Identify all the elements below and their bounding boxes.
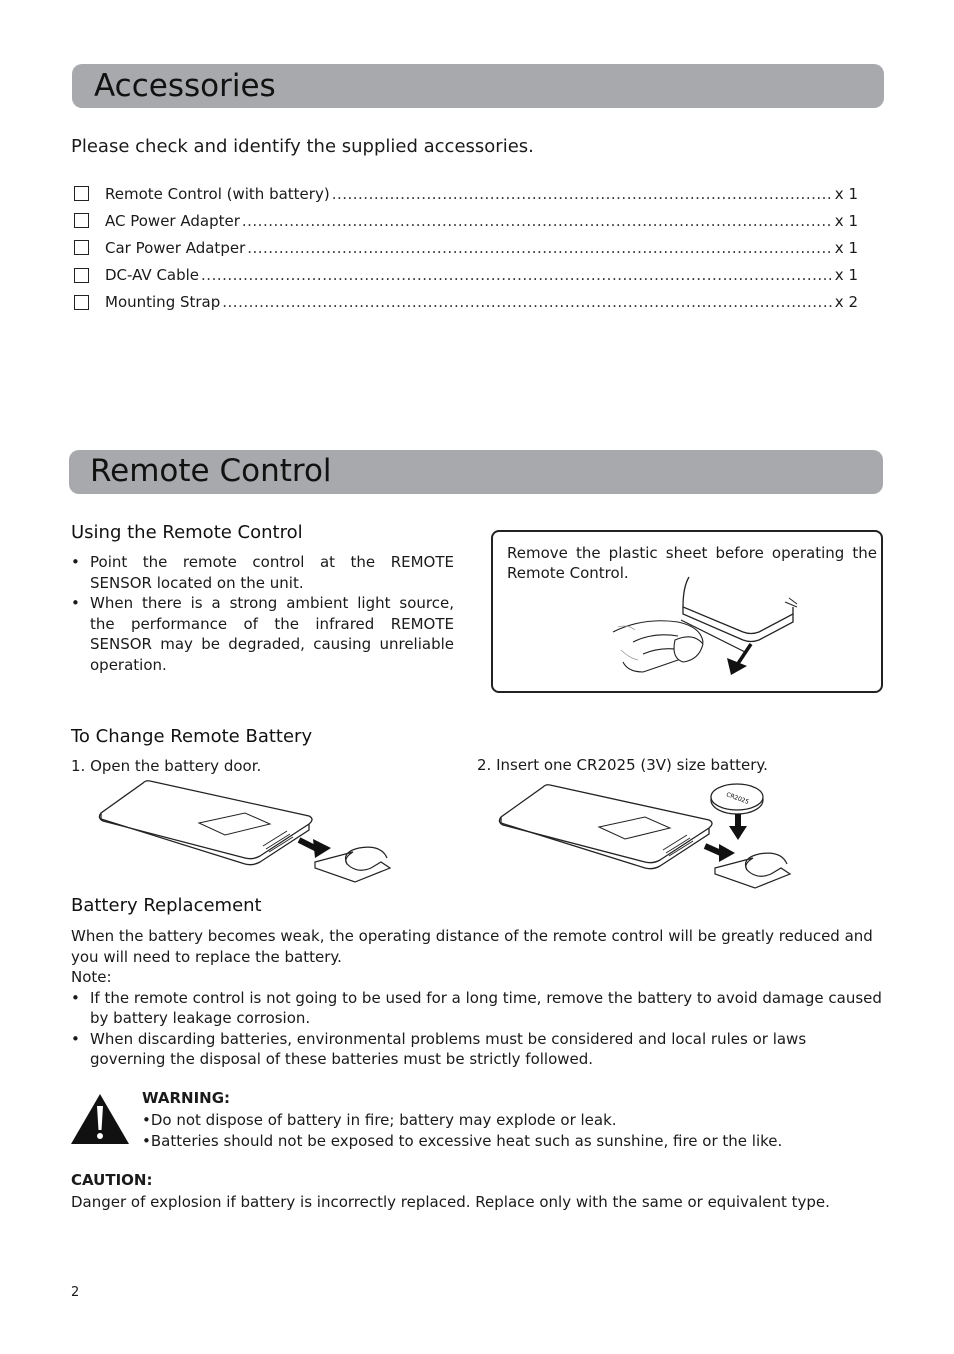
list-item [74, 207, 858, 234]
dot-leader [242, 212, 833, 230]
dot-leader [247, 239, 833, 257]
list-item [74, 289, 858, 316]
warning-items [142, 1110, 842, 1151]
accessories-title: Accessories [94, 68, 276, 104]
checkbox-icon[interactable] [74, 213, 89, 228]
accessories-list [74, 180, 858, 316]
change-battery-heading: To Change Remote Battery [71, 726, 313, 747]
dot-leader [222, 293, 833, 311]
list-item: • When there is a strong ambient light source, the performance of the infrared REMOTE SENSOR may be degraded, causing unreliable operation. [71, 593, 454, 675]
caution-text: Danger of explosion if battery is incorrectly replaced. Replace only with the same or equivalent type. [71, 1193, 830, 1211]
battery-replacement-heading: Battery Replacement [71, 895, 262, 916]
list-item [74, 262, 858, 289]
remove-sheet-illustration [493, 532, 885, 695]
checkbox-icon[interactable] [74, 240, 89, 255]
checkbox-icon[interactable] [74, 295, 89, 310]
accessories-intro: Please check and identify the supplied accessories. [71, 136, 534, 157]
using-remote-bullets [71, 552, 454, 675]
list-item: •Do not dispose of battery in fire; battery may explode or leak. [142, 1111, 617, 1129]
battery-label: CR2025 [725, 791, 750, 806]
list-item: • Point the remote control at the REMOTE SENSOR located on the unit. [71, 552, 454, 593]
dot-leader [332, 185, 833, 203]
open-battery-door-illustration [95, 778, 395, 888]
plastic-sheet-notice-box [491, 530, 883, 693]
replacement-paragraph: When the battery becomes weak, the operating distance of the remote control will be greatly reduced and you will need to replace the battery. [71, 927, 873, 966]
plastic-sheet-notice: Remove the plastic sheet before operating the Remote Control. [507, 544, 877, 582]
checkbox-icon[interactable] [74, 268, 89, 283]
item-quantity: x 1 [834, 184, 858, 203]
item-quantity: x 1 [834, 266, 858, 285]
list-item: • When discarding batteries, environmental problems must be considered and local rules or laws governing the disposal of these batteries must be strictly followed. [71, 1029, 884, 1070]
item-quantity: x 1 [834, 238, 858, 257]
item-name: DC-AV Cable [105, 266, 200, 285]
insert-battery-illustration [495, 782, 805, 892]
using-remote-heading: Using the Remote Control [71, 522, 303, 543]
remote-control-title: Remote Control [90, 453, 332, 489]
item-quantity: x 2 [834, 293, 858, 312]
note-label: Note: [71, 968, 112, 986]
checkbox-icon[interactable] [74, 186, 89, 201]
page-number: 2 [71, 1285, 80, 1300]
list-item: • If the remote control is not going to be used for a long time, remove the battery to avoid damage caused by battery leakage corrosion. [71, 988, 884, 1029]
caution-title: CAUTION: [71, 1171, 153, 1189]
accessories-header-bar [72, 64, 884, 108]
list-item [74, 234, 858, 261]
item-name: Car Power Adatper [105, 238, 246, 257]
list-item [74, 180, 858, 207]
battery-step-2: 2. Insert one CR2025 (3V) size battery. [477, 756, 768, 774]
battery-step-1: 1. Open the battery door. [71, 757, 262, 775]
item-quantity: x 1 [834, 211, 858, 230]
item-name: Mounting Strap [105, 293, 221, 312]
battery-replacement-body [71, 926, 884, 1070]
item-name: AC Power Adapter [105, 211, 240, 230]
item-name: Remote Control (with battery) [105, 184, 330, 203]
warning-triangle-icon [69, 1092, 131, 1146]
dot-leader [201, 266, 833, 284]
warning-title: WARNING: [142, 1089, 231, 1107]
list-item: •Batteries should not be exposed to excessive heat such as sunshine, fire or the like. [142, 1131, 783, 1150]
remote-control-header-bar [69, 450, 883, 494]
